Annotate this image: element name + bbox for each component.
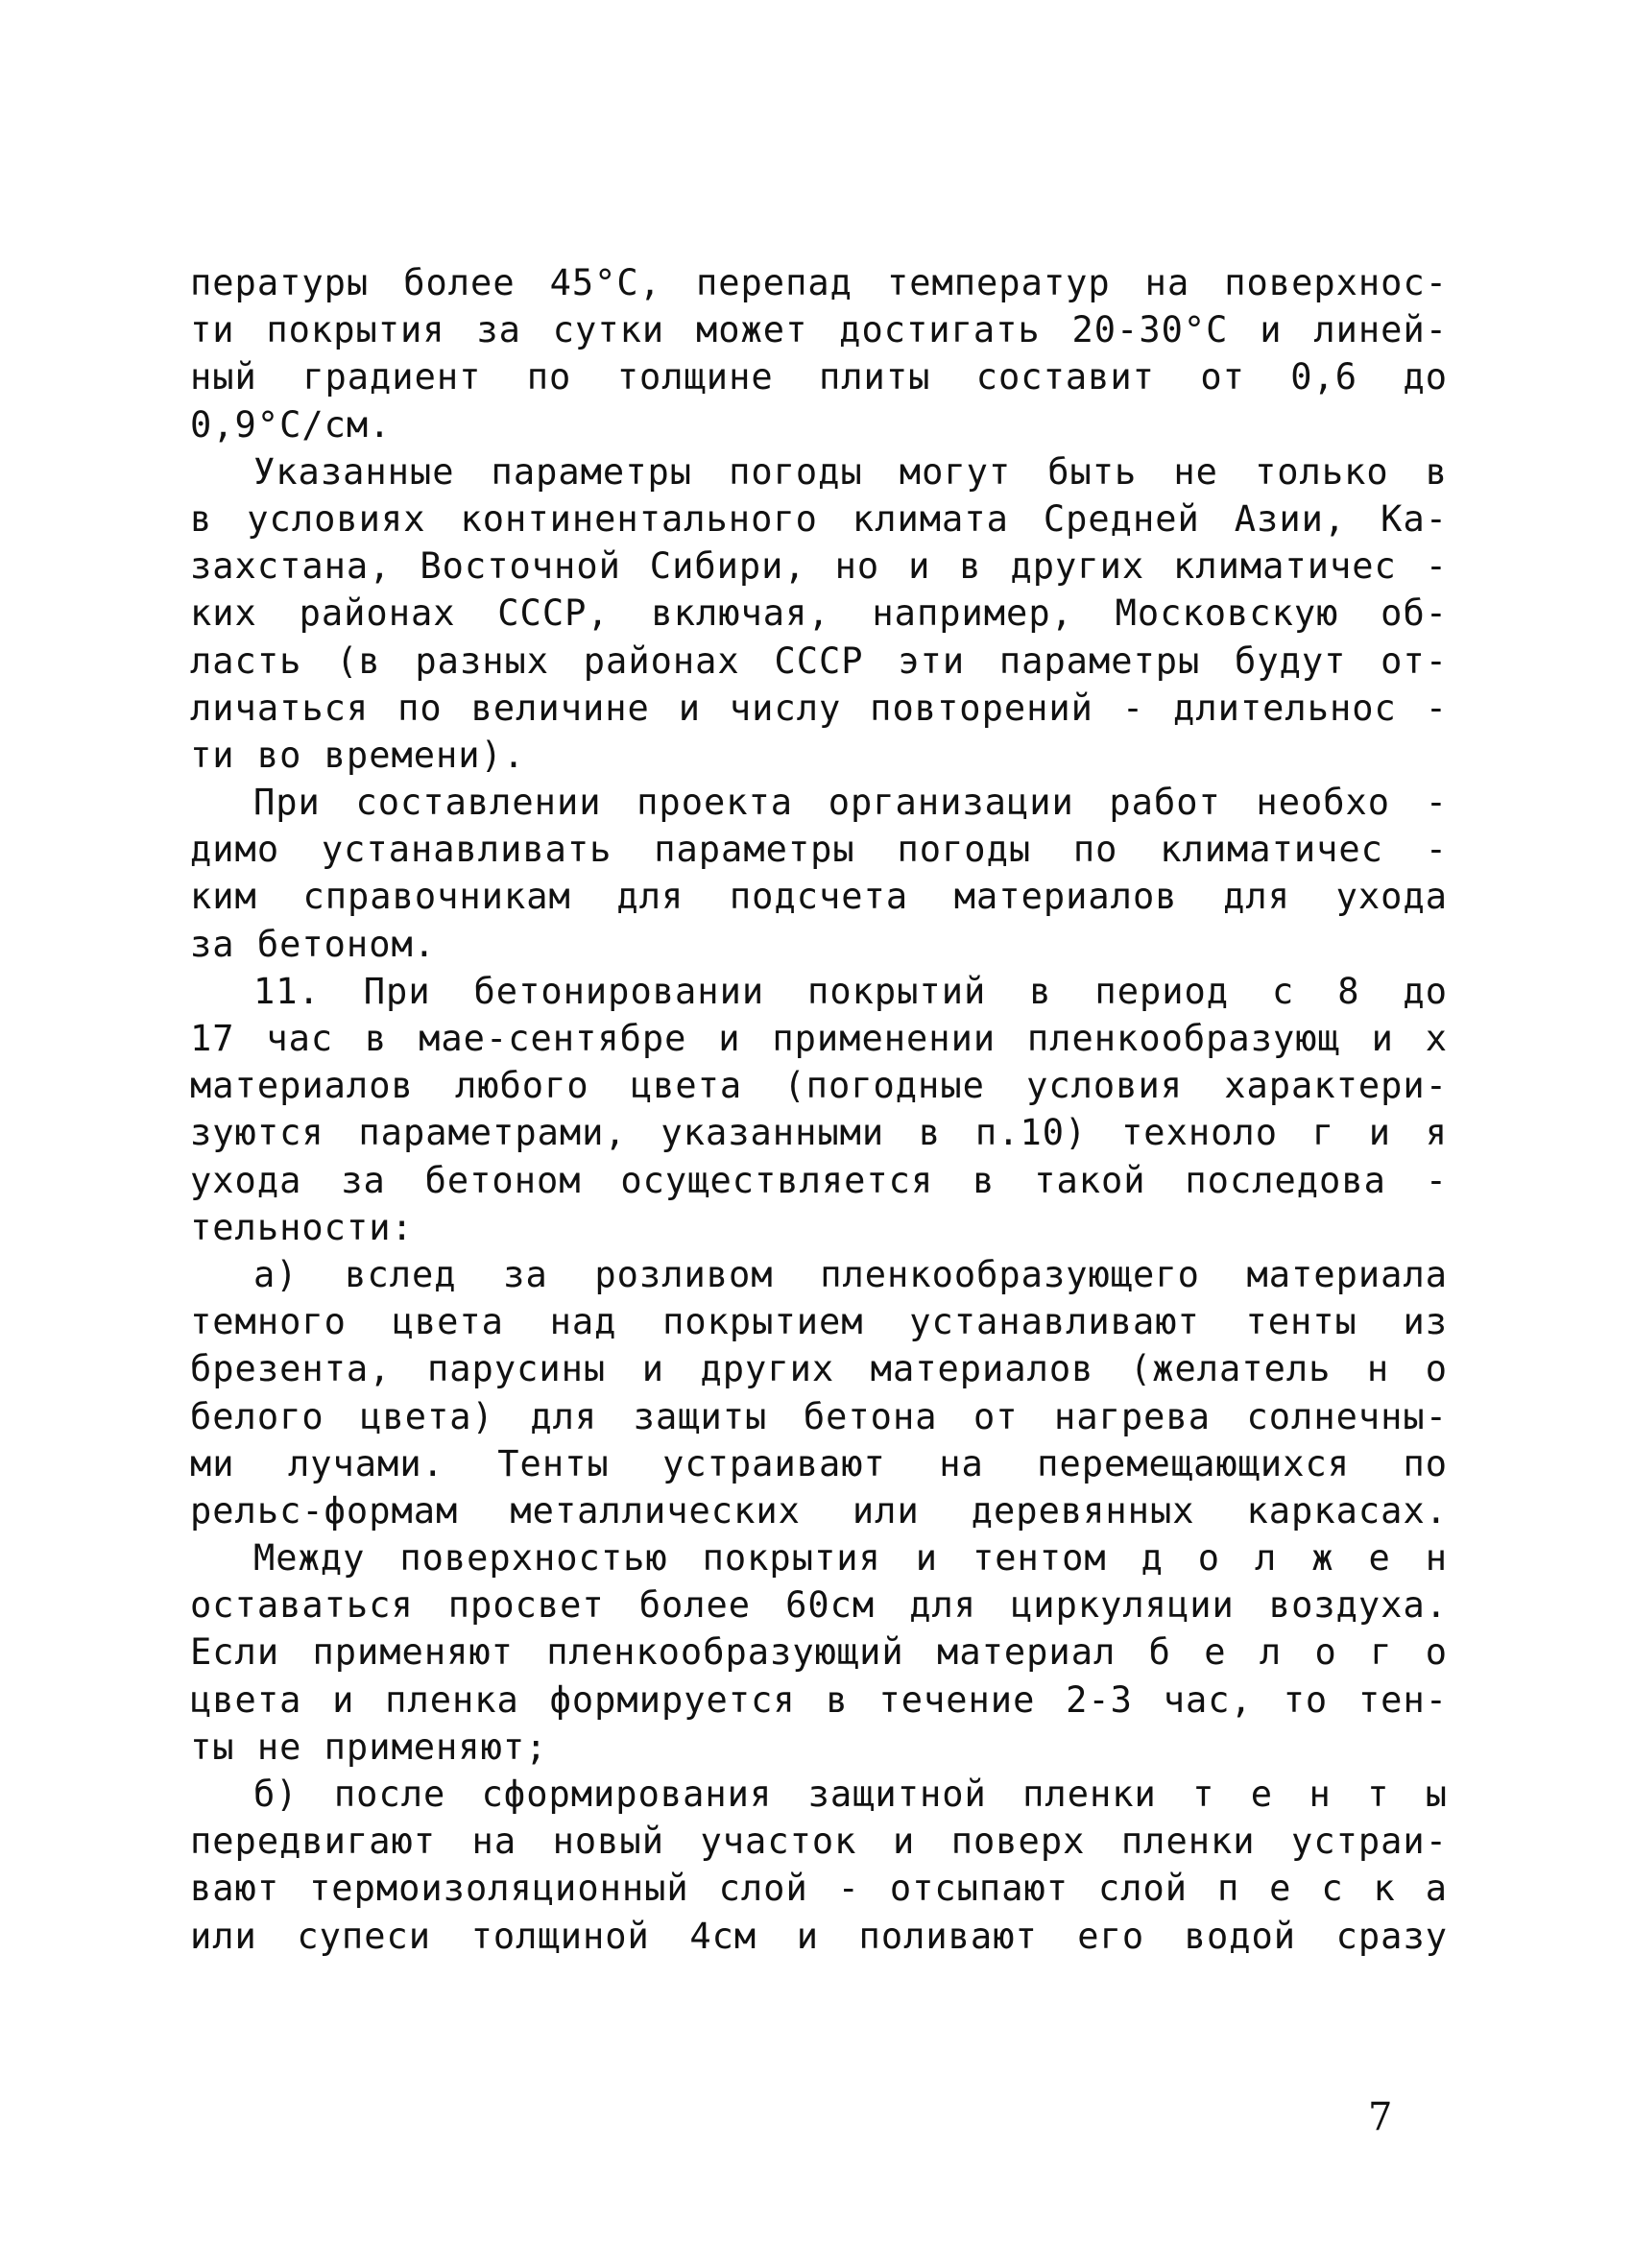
text-line: или супеси толщиной 4см и поливают его водой сразу xyxy=(190,1915,1448,1957)
text-line: рельс-формам металлических или деревянных каркасах. xyxy=(190,1489,1448,1532)
text-line: за бетоном. xyxy=(190,923,437,965)
text-line: Указанные параметры погоды могут быть не только в xyxy=(253,450,1448,493)
text-line: ти покрытия за сутки может достигать 20-30°С и линей- xyxy=(190,309,1448,351)
text-line: 11. При бетонировании покрытий в период с 8 до xyxy=(253,970,1448,1012)
text-line: пературы более 45°С, перепад температур на поверхнос- xyxy=(190,262,1448,303)
text-line: цвета и пленка формируется в течение 2-3 час, то тен- xyxy=(190,1678,1448,1721)
text-line: Если применяют пленкообразующий материал б е л о г о xyxy=(190,1631,1448,1674)
text-line: ухода за бетоном осуществляется в такой последова - xyxy=(190,1159,1448,1201)
text-line: белого цвета) для защиты бетона от нагрева солнечны- xyxy=(190,1395,1448,1437)
text-line: ласть (в разных районах СССР эти параметры будут от- xyxy=(190,639,1448,682)
text-line: Между поверхностью покрытия и тентом д о л ж е н xyxy=(253,1537,1448,1580)
text-line: брезента, парусины и других материалов (желатель н о xyxy=(190,1348,1448,1390)
text-line: ми лучами. Тенты устраивают на перемещающихся по xyxy=(190,1442,1448,1484)
text-line: материалов любого цвета (погодные условия характери- xyxy=(190,1065,1448,1107)
page-number: 7 xyxy=(1368,2095,1393,2139)
text-line: оставаться просвет более 60см для циркуляции воздуха. xyxy=(190,1584,1448,1627)
text-line: вают термоизоляционный слой - отсыпают слой п е с к а xyxy=(190,1868,1448,1910)
text-line: а) вслед за розливом пленкообразующего материала xyxy=(253,1253,1448,1295)
text-line: личаться по величине и числу повторений - длительнос - xyxy=(190,687,1448,729)
body-text xyxy=(190,259,1448,1960)
text-line: в условиях континентального климата Средней Азии, Ка- xyxy=(190,497,1448,540)
text-line: 0,9°С/см. xyxy=(190,403,392,446)
text-line: ти во времени). xyxy=(190,734,526,776)
text-line: передвигают на новый участок и поверх пленки устраи- xyxy=(190,1821,1448,1863)
text-line: димо устанавливать параметры погоды по климатичес - xyxy=(190,829,1448,871)
text-line: 17 час в мае-сентябре и применении пленкообразующ и х xyxy=(190,1018,1448,1059)
text-line: ный градиент по толщине плиты составит от 0,6 до xyxy=(190,356,1448,398)
text-line: При составлении проекта организации работ необхо - xyxy=(253,782,1448,824)
text-line: ких районах СССР, включая, например, Московскую об- xyxy=(190,592,1448,635)
text-line: тельности: xyxy=(190,1206,414,1248)
text-line: б) после сформирования защитной пленки т е н т ы xyxy=(253,1773,1448,1815)
text-line: ким справочникам для подсчета материалов для ухода xyxy=(190,876,1448,918)
text-line: темного цвета над покрытием устанавливают тенты из xyxy=(190,1301,1448,1343)
text-line: зуются параметрами, указанными в п.10) техноло г и я xyxy=(190,1112,1448,1154)
text-line: ты не применяют; xyxy=(190,1725,548,1768)
text-line: захстана, Восточной Сибири, но и в других климатичес - xyxy=(190,545,1448,588)
